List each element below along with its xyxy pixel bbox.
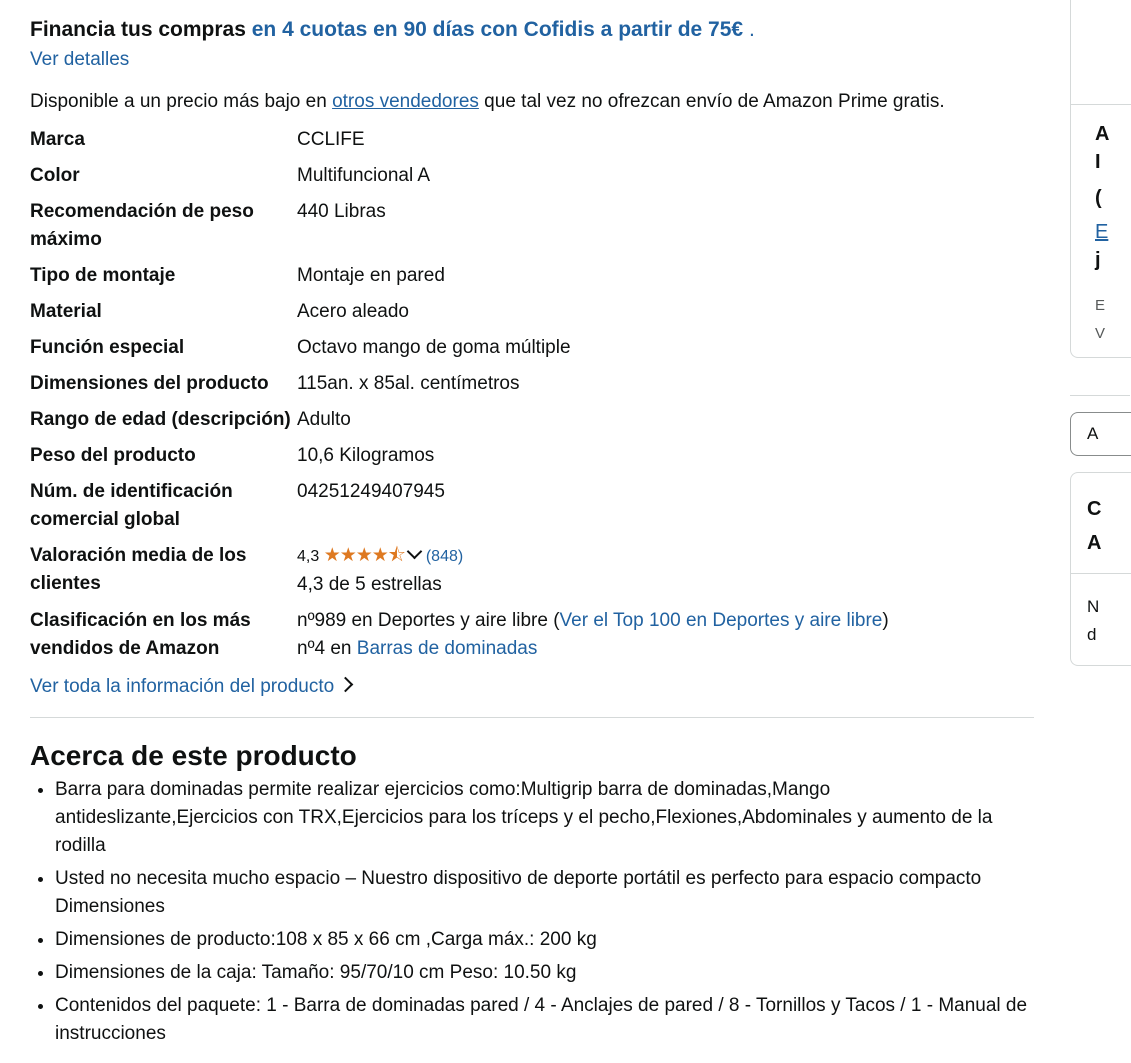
list-item: • Barra para dominadas permite realizar ejercicios como:Multigrip barra de dominadas,Mango antideslizante,Ejercicios con TRX,Ejercicios para los tríceps y el pecho,Flexiones,Abdominales y aumento de la rodilla bbox=[55, 776, 1034, 860]
rating-text: 4,3 de 5 estrellas bbox=[297, 574, 442, 595]
right-panel-fragment: E bbox=[1095, 297, 1106, 314]
ranking-line-1 bbox=[297, 607, 1017, 635]
list-item: • Dimensiones de la caja: Tamaño: 95/70/10 cm Peso: 10.50 kg bbox=[55, 959, 1034, 987]
lower-price-before: Disponible a un precio más bajo en bbox=[30, 91, 333, 112]
spec-value: Acero aleado bbox=[297, 301, 409, 322]
spec-label: Dimensiones del producto bbox=[30, 373, 269, 394]
pullup-bars-category-link[interactable]: Barras de dominadas bbox=[356, 638, 538, 659]
spec-value: CCLIFE bbox=[297, 129, 365, 150]
spec-label: Material bbox=[30, 301, 102, 322]
spec-label: Núm. de identificación comercial global bbox=[30, 481, 233, 530]
right-panel-inner-divider bbox=[1071, 573, 1131, 574]
chevron-right-icon bbox=[338, 677, 354, 693]
spec-label: Tipo de montaje bbox=[30, 265, 176, 286]
chevron-down-icon[interactable] bbox=[407, 544, 423, 560]
spec-row bbox=[30, 442, 1017, 478]
spec-label: Rango de edad (descripción) bbox=[30, 409, 291, 430]
rating-label: Valoración media de los clientes bbox=[30, 545, 247, 594]
spec-value: Montaje en pared bbox=[297, 265, 445, 286]
rating-row bbox=[30, 542, 1017, 607]
about-bullet-list bbox=[30, 776, 1034, 1048]
right-panel-fragment: N bbox=[1087, 597, 1100, 616]
spec-value: 440 Libras bbox=[297, 201, 386, 222]
ranking-row bbox=[30, 607, 1017, 671]
spec-label: Color bbox=[30, 165, 80, 186]
spec-value: Adulto bbox=[297, 409, 351, 430]
rating-count-link[interactable]: (848) bbox=[425, 548, 464, 565]
ranking-1-text: nº989 en Deportes y aire libre ( bbox=[297, 610, 560, 631]
right-panel-fragment: A bbox=[1087, 532, 1102, 554]
list-item: • Contenidos del paquete: 1 - Barra de dominadas pared / 4 - Anclajes de pared / 8 - Tornillos y Tacos / 1 - Manual de instrucciones bbox=[55, 992, 1034, 1048]
rating-summary[interactable] bbox=[297, 542, 1017, 571]
lower-price-notice bbox=[30, 88, 1034, 116]
spec-row bbox=[30, 298, 1017, 334]
list-item: • Dimensiones de producto:108 x 85 x 66 cm ,Carga máx.: 200 kg bbox=[55, 926, 1034, 954]
other-sellers-link[interactable]: otros vendedores bbox=[332, 91, 479, 112]
ranking-value bbox=[297, 607, 1017, 671]
right-panel-divider bbox=[1070, 395, 1130, 396]
right-panel-box-info bbox=[1070, 472, 1131, 666]
financing-offer-link[interactable]: en 4 cuotas en 90 días con Cofidis a partir de 75€ bbox=[251, 18, 744, 41]
spec-row bbox=[30, 478, 1017, 542]
spec-label: Marca bbox=[30, 129, 85, 150]
spec-value: 04251249407945 bbox=[297, 481, 445, 502]
spec-row bbox=[30, 334, 1017, 370]
about-section-title: Acerca de este producto bbox=[30, 740, 357, 771]
right-panel-button-label: A bbox=[1087, 424, 1099, 443]
spec-row bbox=[30, 406, 1017, 442]
right-panel-fragment: d bbox=[1087, 625, 1097, 644]
spec-label: Función especial bbox=[30, 337, 185, 358]
ranking-1-close: ) bbox=[882, 610, 889, 631]
all-info-label: Ver toda la información del producto bbox=[30, 676, 335, 697]
spec-value: 115an. x 85al. centímetros bbox=[297, 373, 520, 394]
ranking-2-text: nº4 en bbox=[297, 638, 357, 659]
product-details-main bbox=[30, 14, 1034, 1053]
spec-value: 10,6 Kilogramos bbox=[297, 445, 435, 466]
financing-suffix: . bbox=[748, 18, 755, 41]
spec-value: Octavo mango de goma múltiple bbox=[297, 337, 571, 358]
spec-label: Peso del producto bbox=[30, 445, 196, 466]
star-rating-icon[interactable]: ★★★★⯪ bbox=[323, 545, 405, 566]
ranking-line-2 bbox=[297, 635, 1017, 663]
right-side-panel bbox=[1070, 0, 1130, 1063]
right-panel-fragment: C bbox=[1087, 498, 1102, 520]
rating-score: 4,3 bbox=[297, 548, 320, 565]
right-panel-fragment: V bbox=[1095, 325, 1106, 342]
spec-label: Recomendación de peso máximo bbox=[30, 201, 254, 250]
financing-prefix: Financia tus compras bbox=[30, 18, 246, 41]
financing-banner bbox=[30, 14, 1034, 46]
spec-row bbox=[30, 370, 1017, 406]
right-panel-box-top bbox=[1070, 0, 1131, 105]
lower-price-after: que tal vez no ofrezcan envío de Amazon Prime gratis. bbox=[478, 91, 945, 112]
spec-row bbox=[30, 198, 1017, 262]
right-panel-button[interactable] bbox=[1070, 412, 1131, 456]
product-specs-table bbox=[30, 126, 1017, 671]
right-panel-box-offer bbox=[1070, 104, 1131, 358]
top-100-link[interactable]: Ver el Top 100 en Deportes y aire libre bbox=[559, 610, 883, 631]
rating-value bbox=[297, 542, 1017, 607]
spec-row bbox=[30, 262, 1017, 298]
right-panel-fragment: A bbox=[1095, 123, 1110, 145]
spec-value: Multifuncional A bbox=[297, 165, 431, 186]
right-panel-link-fragment[interactable]: E bbox=[1095, 221, 1109, 243]
all-product-info-link[interactable] bbox=[30, 673, 1034, 701]
ranking-label: Clasificación en los más vendidos de Amazon bbox=[30, 610, 251, 659]
spec-row bbox=[30, 126, 1017, 162]
spec-row bbox=[30, 162, 1017, 198]
right-panel-fragment: ( bbox=[1095, 187, 1102, 209]
right-panel-fragment: j bbox=[1095, 249, 1101, 271]
list-item: • Usted no necesita mucho espacio – Nuestro dispositivo de deporte portátil es perfecto para espacio compacto Dimensiones bbox=[55, 865, 1034, 921]
right-panel-fragment: I bbox=[1095, 151, 1101, 173]
financing-details-link[interactable]: Ver detalles bbox=[30, 49, 130, 70]
section-divider bbox=[30, 717, 1034, 718]
